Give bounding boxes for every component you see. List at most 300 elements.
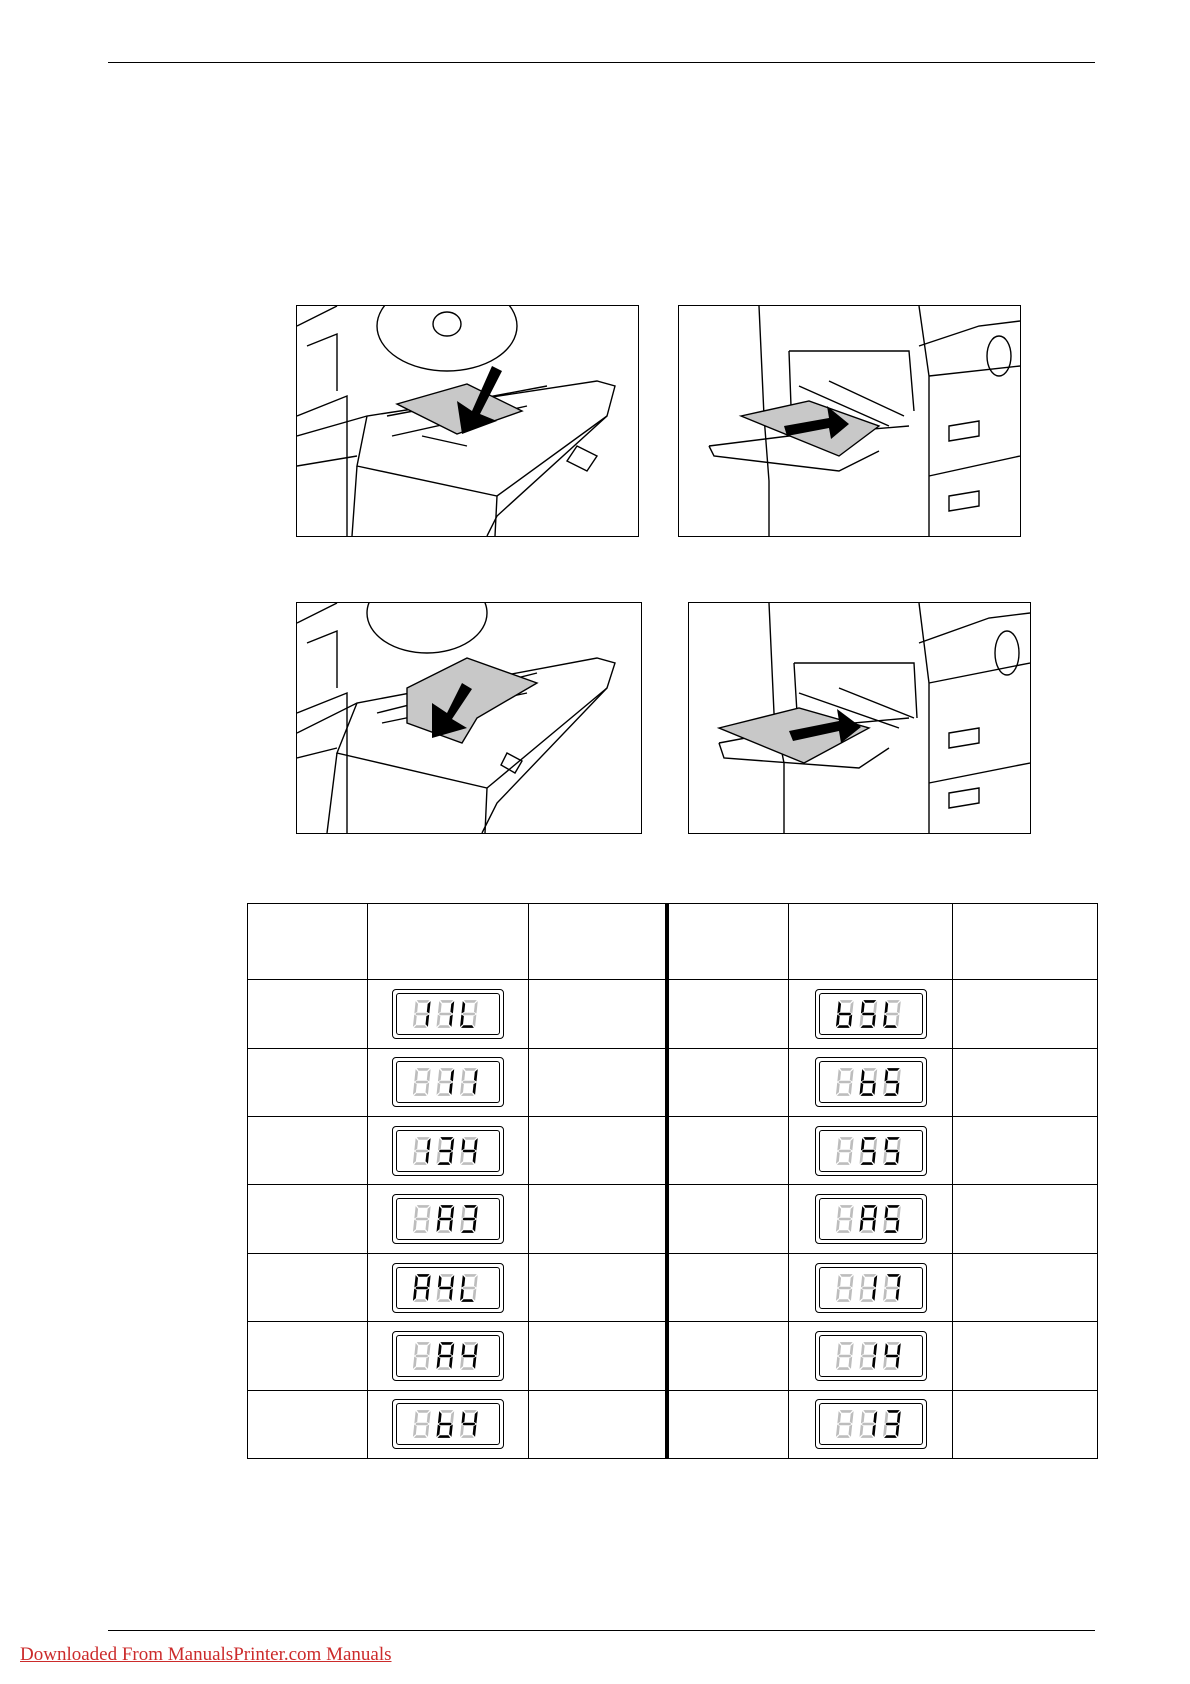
lcd-segment-b bbox=[474, 1411, 478, 1423]
lcd-segment-g bbox=[861, 1013, 874, 1016]
lcd-segment-f bbox=[414, 1411, 418, 1423]
lcd-segment-b bbox=[896, 1275, 900, 1287]
lcd-segment-g bbox=[439, 1286, 452, 1289]
paper-tray-1-loading-illustration-icon bbox=[297, 306, 638, 536]
lcd-display-cell bbox=[789, 1322, 953, 1390]
lcd-digit bbox=[882, 1000, 900, 1028]
lcd-display-cell bbox=[789, 1048, 953, 1116]
table-row bbox=[248, 1048, 1098, 1116]
lcd-segment-a bbox=[440, 1205, 453, 1208]
table-cell bbox=[248, 1185, 368, 1253]
lcd-segment-g bbox=[439, 1081, 452, 1084]
lcd-segment-e bbox=[460, 1220, 464, 1232]
lcd-digit-blank bbox=[835, 1137, 853, 1165]
lcd-segment-f bbox=[884, 1138, 888, 1150]
lcd-segment-e bbox=[883, 1015, 887, 1027]
lcd-segment-c bbox=[425, 1425, 429, 1437]
lcd-segment-f bbox=[461, 1138, 465, 1150]
lcd-segment-a bbox=[464, 1274, 477, 1277]
lcd-digits bbox=[829, 999, 913, 1029]
lcd-segment-a bbox=[464, 1342, 477, 1345]
lcd-segment-f bbox=[438, 1206, 442, 1218]
lcd-size-display bbox=[392, 1194, 504, 1244]
lcd-segment-b bbox=[450, 1343, 454, 1355]
lcd-digit-blank bbox=[413, 1205, 431, 1233]
lcd-segment-g bbox=[885, 1286, 898, 1289]
lcd-segment-a bbox=[417, 1000, 430, 1003]
lcd-digits bbox=[406, 1273, 490, 1303]
table-cell bbox=[953, 980, 1098, 1048]
lcd-digits bbox=[829, 1136, 913, 1166]
lcd-segment-a bbox=[464, 1137, 477, 1140]
lcd-segment-e bbox=[859, 1288, 863, 1300]
lcd-segment-f bbox=[884, 1001, 888, 1013]
lcd-segment-d bbox=[860, 1025, 873, 1028]
lcd-segment-g bbox=[838, 1218, 851, 1221]
lcd-segment-c bbox=[449, 1220, 453, 1232]
lcd-segment-f bbox=[860, 1070, 864, 1082]
lcd-segment-c bbox=[472, 1356, 476, 1368]
lcd-segment-f bbox=[414, 1138, 418, 1150]
lcd-segment-a bbox=[464, 1205, 477, 1208]
lcd-segment-c bbox=[895, 1151, 899, 1163]
lcd-segment-b bbox=[474, 1138, 478, 1150]
lcd-segment-c bbox=[895, 1288, 899, 1300]
lcd-digit-blank bbox=[835, 1069, 853, 1097]
lcd-segment-a bbox=[417, 1137, 430, 1140]
lcd-segment-d bbox=[836, 1436, 849, 1439]
lcd-digit bbox=[436, 1069, 454, 1097]
lcd-segment-a bbox=[839, 1342, 852, 1345]
table-cell bbox=[667, 1390, 789, 1458]
lcd-segment-b bbox=[849, 1001, 853, 1013]
lcd-segment-d bbox=[860, 1299, 873, 1302]
lcd-segment-b bbox=[474, 1343, 478, 1355]
lcd-segment-e bbox=[437, 1083, 441, 1095]
lcd-segment-c bbox=[425, 1083, 429, 1095]
lcd-segment-b bbox=[427, 1070, 431, 1082]
lcd-segment-b bbox=[873, 1343, 877, 1355]
lcd-digit bbox=[859, 1069, 877, 1097]
lcd-segment-c bbox=[871, 1356, 875, 1368]
table-row bbox=[248, 1253, 1098, 1321]
lcd-segment-d bbox=[860, 1162, 873, 1165]
lcd-display-cell bbox=[368, 1322, 529, 1390]
table-cell bbox=[248, 1390, 368, 1458]
lcd-digit bbox=[460, 1137, 478, 1165]
lcd-segment-d bbox=[884, 1025, 897, 1028]
lcd-segment-a bbox=[417, 1205, 430, 1208]
lcd-segment-a bbox=[440, 1410, 453, 1413]
lcd-segment-b bbox=[427, 1411, 431, 1423]
lcd-segment-c bbox=[472, 1151, 476, 1163]
lcd-segment-a bbox=[886, 1342, 899, 1345]
lcd-segment-b bbox=[896, 1411, 900, 1423]
lcd-size-display bbox=[392, 1126, 504, 1176]
lcd-segment-g bbox=[439, 1423, 452, 1426]
lcd-digits bbox=[829, 1409, 913, 1439]
lcd-segment-d bbox=[437, 1436, 450, 1439]
lcd-segment-g bbox=[462, 1013, 475, 1016]
lcd-segment-a bbox=[886, 1137, 899, 1140]
lcd-segment-d bbox=[414, 1299, 427, 1302]
lcd-segment-e bbox=[835, 1425, 839, 1437]
lcd-segment-b bbox=[849, 1343, 853, 1355]
table-cell bbox=[667, 1117, 789, 1185]
lcd-segment-a bbox=[886, 1069, 899, 1072]
lcd-segment-c bbox=[425, 1015, 429, 1027]
table-cell bbox=[953, 1185, 1098, 1253]
table-cell bbox=[248, 1117, 368, 1185]
lcd-segment-d bbox=[461, 1094, 474, 1097]
lcd-segment-d bbox=[437, 1299, 450, 1302]
lcd-segment-e bbox=[437, 1220, 441, 1232]
lcd-segment-a bbox=[863, 1274, 876, 1277]
lcd-segment-g bbox=[861, 1355, 874, 1358]
lcd-segment-d bbox=[437, 1094, 450, 1097]
lcd-size-display bbox=[392, 1331, 504, 1381]
lcd-segment-f bbox=[461, 1275, 465, 1287]
lcd-segment-b bbox=[427, 1206, 431, 1218]
lcd-segment-b bbox=[474, 1275, 478, 1287]
lcd-segment-c bbox=[425, 1356, 429, 1368]
lcd-segment-g bbox=[838, 1013, 851, 1016]
lcd-segment-c bbox=[472, 1425, 476, 1437]
lcd-segment-f bbox=[884, 1411, 888, 1423]
lcd-segment-e bbox=[460, 1151, 464, 1163]
lcd-size-display bbox=[392, 989, 504, 1039]
lcd-segment-g bbox=[885, 1423, 898, 1426]
lcd-digits bbox=[829, 1273, 913, 1303]
lcd-segment-g bbox=[885, 1355, 898, 1358]
lcd-segment-e bbox=[413, 1083, 417, 1095]
lcd-segment-b bbox=[849, 1275, 853, 1287]
lcd-segment-a bbox=[440, 1069, 453, 1072]
lcd-segment-e bbox=[859, 1015, 863, 1027]
lcd-segment-a bbox=[839, 1274, 852, 1277]
header-cell bbox=[529, 904, 667, 980]
table-cell bbox=[529, 1322, 667, 1390]
lcd-segment-c bbox=[848, 1220, 852, 1232]
lcd-segment-g bbox=[415, 1218, 428, 1221]
lcd-segment-d bbox=[437, 1230, 450, 1233]
lcd-segment-e bbox=[413, 1151, 417, 1163]
lcd-segment-g bbox=[861, 1423, 874, 1426]
lcd-segment-f bbox=[414, 1206, 418, 1218]
lcd-segment-f bbox=[860, 1343, 864, 1355]
lcd-segment-f bbox=[837, 1343, 841, 1355]
lcd-segment-g bbox=[885, 1013, 898, 1016]
lcd-digit-blank bbox=[413, 1342, 431, 1370]
lcd-segment-g bbox=[861, 1218, 874, 1221]
table-cell bbox=[529, 1185, 667, 1253]
lcd-segment-c bbox=[848, 1151, 852, 1163]
lcd-segment-b bbox=[474, 1001, 478, 1013]
table-cell bbox=[667, 980, 789, 1048]
lcd-segment-d bbox=[461, 1436, 474, 1439]
lcd-segment-f bbox=[438, 1138, 442, 1150]
lcd-segment-e bbox=[835, 1151, 839, 1163]
lcd-segment-e bbox=[835, 1356, 839, 1368]
table-cell bbox=[667, 1322, 789, 1390]
lcd-segment-b bbox=[873, 1411, 877, 1423]
lcd-segment-c bbox=[895, 1356, 899, 1368]
lcd-segment-g bbox=[439, 1013, 452, 1016]
lcd-segment-a bbox=[886, 1000, 899, 1003]
lcd-segment-c bbox=[848, 1425, 852, 1437]
lcd-segment-g bbox=[462, 1355, 475, 1358]
lcd-segment-d bbox=[437, 1162, 450, 1165]
lcd-digit bbox=[859, 1410, 877, 1438]
bypass-tray-a-illustration bbox=[678, 305, 1021, 537]
lcd-segment-g bbox=[462, 1150, 475, 1153]
lcd-segment-e bbox=[883, 1288, 887, 1300]
lcd-segment-c bbox=[425, 1288, 429, 1300]
lcd-digit bbox=[859, 1000, 877, 1028]
lcd-digit bbox=[859, 1137, 877, 1165]
lcd-segment-d bbox=[414, 1436, 427, 1439]
lcd-display-cell bbox=[789, 1390, 953, 1458]
lcd-segment-a bbox=[839, 1137, 852, 1140]
lcd-segment-g bbox=[415, 1150, 428, 1153]
lcd-segment-f bbox=[860, 1411, 864, 1423]
lcd-segment-c bbox=[425, 1220, 429, 1232]
lcd-digits bbox=[406, 1067, 490, 1097]
lcd-segment-a bbox=[464, 1410, 477, 1413]
lcd-digits bbox=[829, 1204, 913, 1234]
table-row bbox=[248, 1117, 1098, 1185]
lcd-segment-e bbox=[437, 1425, 441, 1437]
table-cell bbox=[248, 1048, 368, 1116]
footer-rule bbox=[108, 1630, 1095, 1631]
lcd-segment-d bbox=[860, 1436, 873, 1439]
lcd-size-display bbox=[815, 1194, 927, 1244]
lcd-display-cell bbox=[368, 1185, 529, 1253]
lcd-segment-b bbox=[474, 1070, 478, 1082]
lcd-segment-a bbox=[863, 1000, 876, 1003]
lcd-segment-f bbox=[438, 1001, 442, 1013]
lcd-segment-d bbox=[836, 1367, 849, 1370]
lcd-segment-c bbox=[871, 1220, 875, 1232]
lcd-segment-f bbox=[837, 1411, 841, 1423]
lcd-segment-f bbox=[860, 1138, 864, 1150]
lcd-size-display bbox=[815, 1399, 927, 1449]
table-row bbox=[248, 1390, 1098, 1458]
lcd-display-cell bbox=[789, 980, 953, 1048]
lcd-segment-e bbox=[883, 1083, 887, 1095]
lcd-digit bbox=[413, 1000, 431, 1028]
bypass-tray-a-loading-illustration-icon bbox=[679, 306, 1020, 536]
lcd-segment-e bbox=[859, 1151, 863, 1163]
lcd-segment-b bbox=[450, 1070, 454, 1082]
lcd-size-display bbox=[392, 1399, 504, 1449]
lcd-segment-a bbox=[863, 1137, 876, 1140]
lcd-digit bbox=[882, 1410, 900, 1438]
lcd-segment-b bbox=[450, 1275, 454, 1287]
lcd-segment-e bbox=[460, 1015, 464, 1027]
lcd-segment-c bbox=[848, 1356, 852, 1368]
lcd-segment-b bbox=[450, 1001, 454, 1013]
lcd-segment-b bbox=[427, 1001, 431, 1013]
lcd-segment-a bbox=[839, 1410, 852, 1413]
lcd-segment-g bbox=[838, 1355, 851, 1358]
lcd-segment-a bbox=[417, 1069, 430, 1072]
lcd-segment-c bbox=[449, 1083, 453, 1095]
lcd-segment-d bbox=[836, 1025, 849, 1028]
lcd-segment-f bbox=[438, 1411, 442, 1423]
lcd-size-display bbox=[815, 1057, 927, 1107]
lcd-digit bbox=[436, 1205, 454, 1233]
table-cell bbox=[667, 1253, 789, 1321]
header-cell bbox=[789, 904, 953, 980]
lcd-segment-c bbox=[449, 1425, 453, 1437]
lcd-segment-d bbox=[884, 1299, 897, 1302]
lcd-segment-e bbox=[835, 1083, 839, 1095]
lcd-digit bbox=[859, 1274, 877, 1302]
table-cell bbox=[953, 1322, 1098, 1390]
lcd-segment-e bbox=[460, 1425, 464, 1437]
lcd-segment-d bbox=[414, 1162, 427, 1165]
lcd-segment-b bbox=[474, 1206, 478, 1218]
lcd-segment-c bbox=[449, 1288, 453, 1300]
lcd-digit bbox=[882, 1137, 900, 1165]
lcd-segment-d bbox=[884, 1230, 897, 1233]
lcd-segment-b bbox=[873, 1138, 877, 1150]
table-header-row bbox=[248, 904, 1098, 980]
lcd-segment-f bbox=[884, 1275, 888, 1287]
lcd-segment-g bbox=[439, 1355, 452, 1358]
lcd-segment-g bbox=[415, 1081, 428, 1084]
lcd-segment-e bbox=[883, 1425, 887, 1437]
lcd-display-cell bbox=[368, 1117, 529, 1185]
lcd-segment-a bbox=[417, 1274, 430, 1277]
lcd-segment-d bbox=[836, 1299, 849, 1302]
lcd-segment-b bbox=[849, 1206, 853, 1218]
lcd-segment-a bbox=[440, 1342, 453, 1345]
header-rule bbox=[108, 62, 1095, 63]
lcd-segment-d bbox=[884, 1162, 897, 1165]
lcd-display-cell bbox=[368, 980, 529, 1048]
lcd-segment-f bbox=[461, 1411, 465, 1423]
lcd-digit bbox=[436, 1274, 454, 1302]
lcd-display-cell bbox=[789, 1185, 953, 1253]
paper-tray-1-illustration bbox=[296, 305, 639, 537]
lcd-display-cell bbox=[789, 1117, 953, 1185]
lcd-segment-b bbox=[896, 1001, 900, 1013]
lcd-segment-g bbox=[462, 1286, 475, 1289]
lcd-segment-f bbox=[884, 1206, 888, 1218]
lcd-digit bbox=[460, 1342, 478, 1370]
lcd-digit-blank bbox=[835, 1342, 853, 1370]
lcd-segment-c bbox=[895, 1015, 899, 1027]
lcd-segment-f bbox=[837, 1138, 841, 1150]
lcd-segment-a bbox=[886, 1205, 899, 1208]
lcd-segment-c bbox=[871, 1083, 875, 1095]
lcd-segment-a bbox=[839, 1069, 852, 1072]
lcd-segment-a bbox=[440, 1000, 453, 1003]
lcd-segment-e bbox=[413, 1288, 417, 1300]
lcd-segment-e bbox=[413, 1425, 417, 1437]
table-cell bbox=[953, 1253, 1098, 1321]
lcd-segment-b bbox=[427, 1138, 431, 1150]
lcd-segment-g bbox=[415, 1423, 428, 1426]
lcd-segment-e bbox=[437, 1151, 441, 1163]
lcd-digit bbox=[460, 1205, 478, 1233]
lcd-digits bbox=[406, 999, 490, 1029]
lcd-segment-f bbox=[837, 1001, 841, 1013]
lcd-segment-e bbox=[460, 1083, 464, 1095]
lcd-digit bbox=[413, 1137, 431, 1165]
lcd-segment-g bbox=[439, 1218, 452, 1221]
table-row bbox=[248, 1322, 1098, 1390]
lcd-digit bbox=[859, 1342, 877, 1370]
lcd-segment-a bbox=[863, 1069, 876, 1072]
lcd-segment-a bbox=[839, 1205, 852, 1208]
lcd-segment-g bbox=[885, 1150, 898, 1153]
header-cell bbox=[248, 904, 368, 980]
lcd-segment-a bbox=[886, 1410, 899, 1413]
lcd-segment-e bbox=[413, 1015, 417, 1027]
lcd-segment-g bbox=[885, 1218, 898, 1221]
lcd-segment-f bbox=[414, 1343, 418, 1355]
lcd-digit bbox=[436, 1000, 454, 1028]
lcd-digit bbox=[460, 1000, 478, 1028]
lcd-size-display bbox=[815, 1263, 927, 1313]
lcd-segment-g bbox=[861, 1150, 874, 1153]
lcd-segment-f bbox=[860, 1001, 864, 1013]
lcd-segment-c bbox=[472, 1220, 476, 1232]
lcd-digits bbox=[406, 1409, 490, 1439]
lcd-segment-d bbox=[884, 1436, 897, 1439]
table-cell bbox=[529, 1390, 667, 1458]
lcd-digit bbox=[413, 1274, 431, 1302]
table-cell bbox=[953, 1390, 1098, 1458]
paper-tray-2-illustration bbox=[296, 602, 642, 834]
lcd-digit-blank bbox=[835, 1410, 853, 1438]
lcd-segment-d bbox=[884, 1094, 897, 1097]
lcd-segment-d bbox=[414, 1230, 427, 1233]
lcd-segment-d bbox=[860, 1094, 873, 1097]
lcd-segment-a bbox=[417, 1342, 430, 1345]
lcd-segment-c bbox=[472, 1288, 476, 1300]
lcd-segment-g bbox=[415, 1286, 428, 1289]
lcd-segment-c bbox=[871, 1288, 875, 1300]
lcd-segment-g bbox=[439, 1150, 452, 1153]
lcd-size-display bbox=[392, 1057, 504, 1107]
lcd-digits bbox=[829, 1067, 913, 1097]
lcd-segment-b bbox=[849, 1411, 853, 1423]
lcd-segment-a bbox=[464, 1069, 477, 1072]
lcd-segment-g bbox=[462, 1218, 475, 1221]
lcd-size-display bbox=[392, 1263, 504, 1313]
lcd-segment-f bbox=[884, 1343, 888, 1355]
lcd-digits bbox=[406, 1204, 490, 1234]
lcd-segment-g bbox=[861, 1286, 874, 1289]
lcd-segment-b bbox=[849, 1070, 853, 1082]
lcd-digit bbox=[460, 1274, 478, 1302]
lcd-segment-b bbox=[427, 1275, 431, 1287]
lcd-size-display bbox=[815, 1126, 927, 1176]
lcd-segment-e bbox=[437, 1288, 441, 1300]
lcd-segment-f bbox=[414, 1275, 418, 1287]
manualsprinter-download-link[interactable]: Downloaded From ManualsPrinter.com Manuals bbox=[20, 1644, 392, 1665]
lcd-segment-b bbox=[896, 1070, 900, 1082]
lcd-segment-e bbox=[835, 1015, 839, 1027]
lcd-segment-e bbox=[883, 1151, 887, 1163]
lcd-segment-a bbox=[440, 1137, 453, 1140]
lcd-segment-f bbox=[461, 1343, 465, 1355]
lcd-digit-blank bbox=[835, 1274, 853, 1302]
